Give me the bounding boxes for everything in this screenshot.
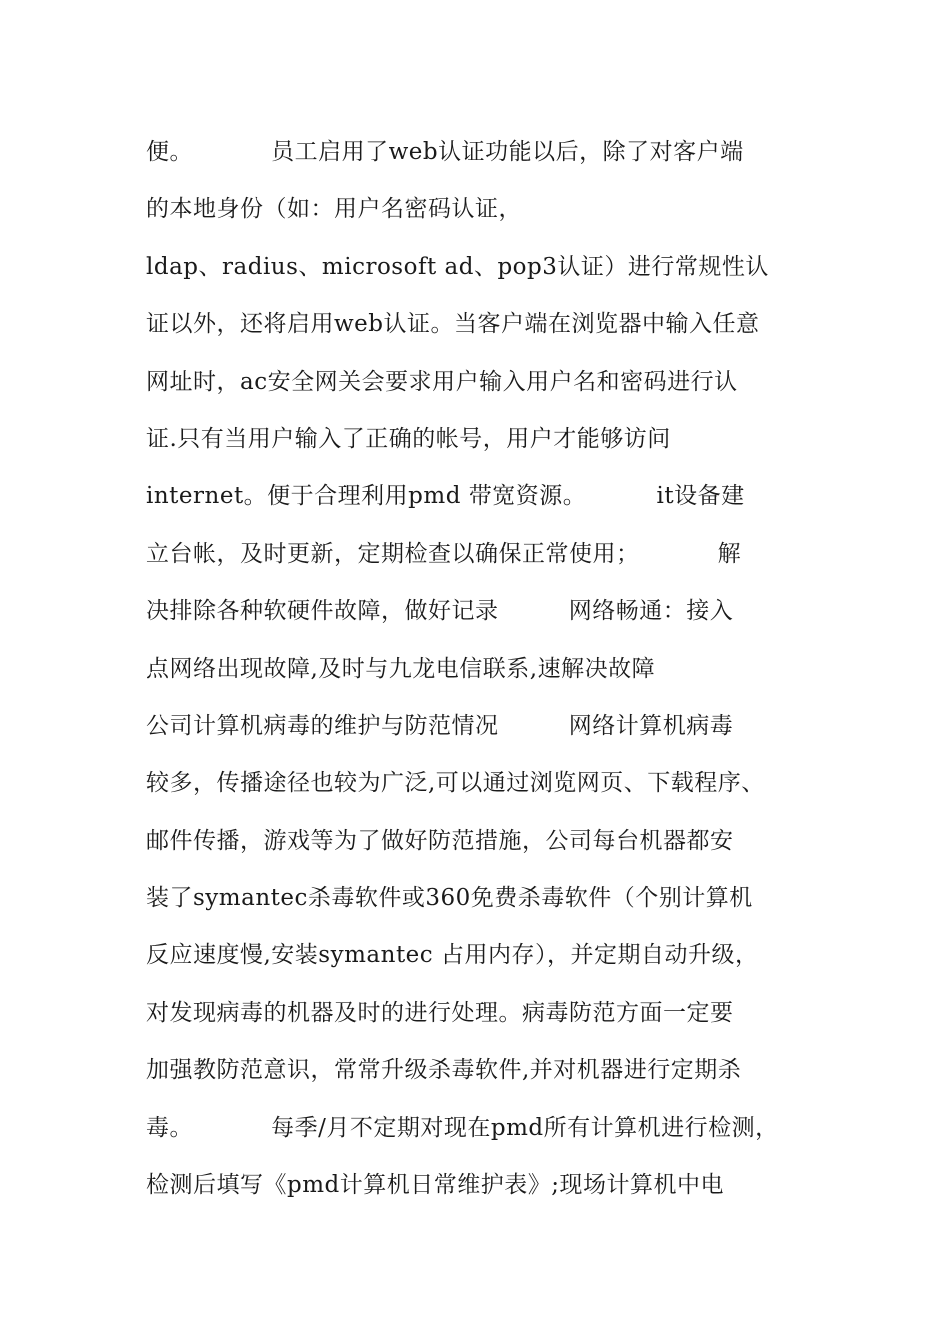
text-line: 便。 员工启用了web认证功能以后，除了对客户端 xyxy=(146,139,744,165)
text-line: ldap、radius、microsoft ad、pop3认证）进行常规性认 xyxy=(146,253,769,280)
body-text xyxy=(146,124,846,1214)
text-line: 决排除各种软硬件故障，做好记录 网络畅通：接入 xyxy=(146,598,734,625)
text-line: 加强教防范意识，常常升级杀毒软件,并对机器进行定期杀 xyxy=(146,1057,742,1084)
text-line: 点网络出现故障,及时与九龙电信联系,速解决故障 xyxy=(146,655,656,682)
text-line: 对发现病毒的机器及时的进行处理。病毒防范方面一定要 xyxy=(146,999,734,1026)
text-line: 较多，传播途径也较为广泛,可以通过浏览网页、下载程序、 xyxy=(146,770,765,797)
text-line: 证以外，还将启用web认证。当客户端在浏览器中输入任意 xyxy=(146,311,760,338)
text-line: 装了symantec杀毒软件或360免费杀毒软件（个别计算机 xyxy=(146,885,753,912)
text-line: 网址时，ac安全网关会要求用户输入用户名和密码进行认 xyxy=(146,368,738,395)
text-line: 反应速度慢,安装symantec 占用内存），并定期自动升级， xyxy=(146,942,759,969)
text-line: 邮件传播，游戏等为了做好防范措施，公司每台机器都安 xyxy=(146,827,734,854)
text-line: internet。便于合理利用pmd 带宽资源。 it设备建 xyxy=(146,483,745,510)
text-line: 公司计算机病毒的维护与防范情况 网络计算机病毒 xyxy=(146,712,734,739)
text-line: 检测后填写《pmd计算机日常维护表》;现场计算机中电 xyxy=(146,1172,725,1199)
text-line: 毒。 每季/月不定期对现在pmd所有计算机进行检测， xyxy=(146,1114,779,1141)
text-line: 的本地身份（如：用户名密码认证， xyxy=(146,196,522,223)
text-line: 证.只有当用户输入了正确的帐号，用户才能够访问 xyxy=(146,425,671,452)
text-line: 立台帐，及时更新，定期检查以确保正常使用； 解 xyxy=(146,540,742,567)
